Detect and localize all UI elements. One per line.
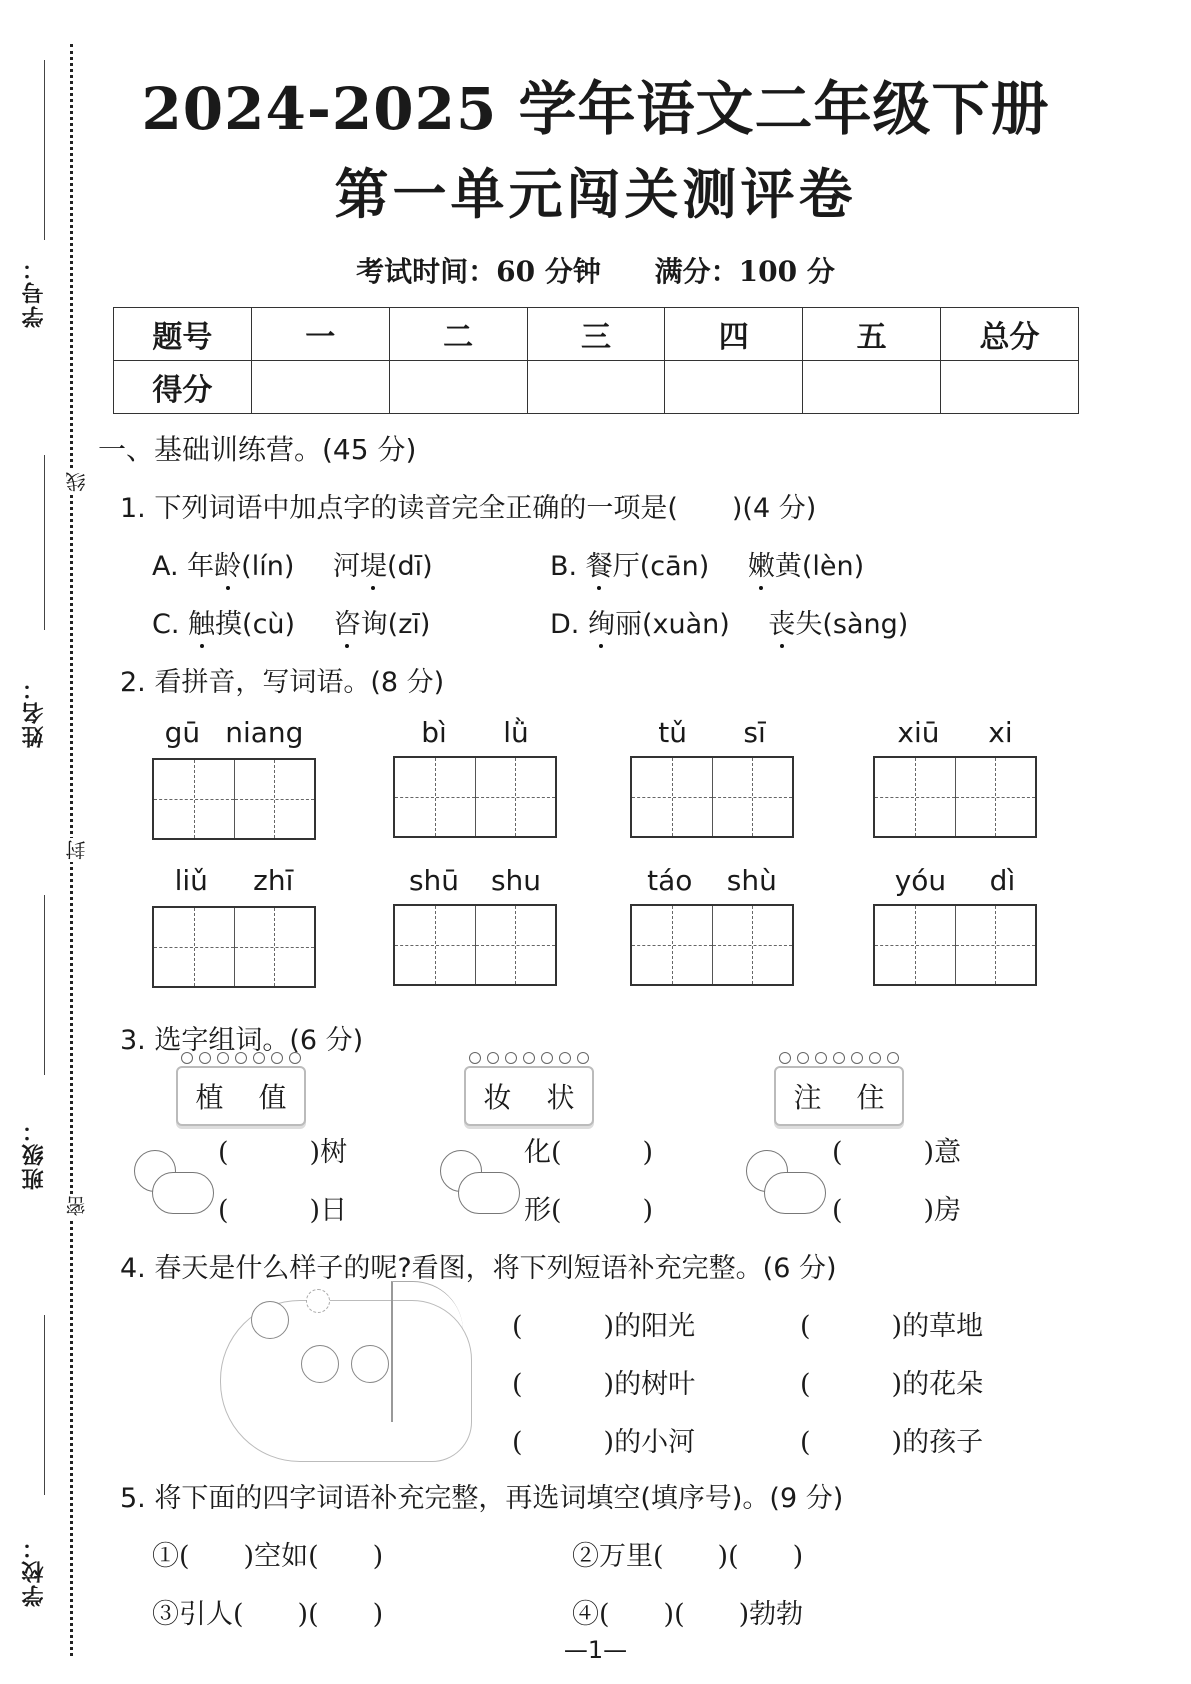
q1-option-c[interactable] <box>152 602 430 641</box>
student-id-label: 学号： <box>21 256 47 328</box>
tianzige-writing-box[interactable] <box>152 758 316 840</box>
pinyin-label: bì lǜ <box>421 716 529 749</box>
pinyin: (cān) <box>639 551 710 582</box>
fill-blank[interactable]: ①( )空如( ) <box>152 1541 384 1572</box>
q1-option-a[interactable] <box>152 544 433 583</box>
pinyin: (sàng) <box>822 609 909 640</box>
score-cell[interactable] <box>251 361 389 414</box>
seal-char-line: 线 <box>62 470 91 494</box>
fill-blank[interactable]: ( )房 <box>832 1195 962 1226</box>
dotted-char: 咨 <box>333 609 361 640</box>
sun-icon <box>306 1289 330 1313</box>
dotted-char: 龄 <box>214 551 242 582</box>
score-cell[interactable] <box>389 361 527 414</box>
pinyin-label: gū niang <box>164 716 304 749</box>
score-header-cell: 一 <box>251 308 389 361</box>
tianzige-writing-box[interactable] <box>630 904 794 986</box>
fill-blank[interactable]: ②万里( )( ) <box>572 1541 804 1572</box>
q3-stem: 3. 选字组词。(6 分) <box>120 1025 364 1056</box>
child-icon <box>301 1345 339 1383</box>
dotted-char: 餐 <box>585 551 613 582</box>
tianzige-writing-box[interactable] <box>873 756 1037 838</box>
willow-tree-icon <box>391 1281 463 1422</box>
fill-blank[interactable]: ( )日 <box>218 1195 348 1226</box>
page-number: —1— <box>563 1636 628 1664</box>
page-title: 2024-2025 学年语文二年级下册 <box>141 75 1050 143</box>
fill-blank[interactable]: ( )的花朵 <box>800 1369 984 1400</box>
fill-blank[interactable]: 形( ) <box>524 1195 654 1226</box>
q5-stem: 5. 将下面的四字词语补充完整，再选词填空(填序号)。(9 分) <box>120 1483 844 1514</box>
char-choice-card: 妆 状 <box>464 1066 594 1126</box>
pinyin-label: shū shu <box>408 864 542 897</box>
fill-blank[interactable]: ③引人( )( ) <box>152 1599 384 1630</box>
pinyin-label: táo shù <box>647 864 777 897</box>
q4-stem: 4. 春天是什么样子的呢?看图，将下列短语补充完整。(6 分) <box>120 1253 837 1284</box>
q1-stem: 1. 下列词语中加点字的读音完全正确的一项是( )(4 分) <box>120 493 817 524</box>
score-header-cell: 总分 <box>941 308 1079 361</box>
child-icon <box>351 1345 389 1383</box>
dotted-char: 嫩 <box>747 551 775 582</box>
tianzige-writing-box[interactable] <box>152 906 316 988</box>
pinyin: (dī) <box>386 551 433 582</box>
pinyin: (zī) <box>387 609 431 640</box>
score-header-cell: 五 <box>803 308 941 361</box>
fill-blank[interactable]: ( )的草地 <box>800 1311 984 1342</box>
option-char: 年 <box>187 551 215 582</box>
option-letter: A. <box>152 551 179 582</box>
class-blank[interactable] <box>44 895 45 1075</box>
score-header-cell: 四 <box>665 308 803 361</box>
pinyin-label: tǔ sī <box>658 716 766 749</box>
score-table <box>113 307 1079 414</box>
school-label: 学校： <box>21 1535 47 1607</box>
dotted-char: 堤 <box>359 551 387 582</box>
dotted-char: 触 <box>188 609 216 640</box>
school-blank[interactable] <box>44 1315 45 1495</box>
tianzige-writing-box[interactable] <box>873 904 1037 986</box>
score-cell[interactable] <box>803 361 941 414</box>
score-table-header-row <box>114 308 1079 361</box>
q1-option-d[interactable] <box>550 602 908 641</box>
name-label: 姓名： <box>21 676 47 748</box>
pinyin: (xuàn) <box>641 609 730 640</box>
fill-blank[interactable]: ( )意 <box>832 1137 962 1168</box>
fill-blank[interactable]: ④( )( )勃勃 <box>572 1599 804 1630</box>
option-char: 丽 <box>614 609 642 640</box>
fill-blank[interactable]: ( )的小河 <box>512 1427 696 1458</box>
option-char: 询 <box>360 609 388 640</box>
cloud-icon <box>458 1172 520 1214</box>
pinyin: (lèn) <box>801 551 865 582</box>
score-header-cell: 三 <box>527 308 665 361</box>
tianzige-writing-box[interactable] <box>393 904 557 986</box>
option-letter: B. <box>550 551 578 582</box>
option-char: 摸 <box>215 609 243 640</box>
cloud-icon <box>764 1172 826 1214</box>
score-cell[interactable] <box>665 361 803 414</box>
score-header-cell: 题号 <box>114 308 252 361</box>
child-icon <box>251 1301 289 1339</box>
q2-stem: 2. 看拼音，写词语。(8 分) <box>120 667 445 698</box>
spring-kids-illustration-icon <box>220 1300 472 1462</box>
dotted-char: 丧 <box>768 609 796 640</box>
score-table-score-row <box>114 361 1079 414</box>
seal-char-seal: 封 <box>62 838 91 862</box>
fill-blank[interactable]: ( )的树叶 <box>512 1369 696 1400</box>
cloud-icon <box>152 1172 214 1214</box>
page-subtitle: 第一单元闯关测评卷 <box>334 162 857 226</box>
pinyin-label: yóu dì <box>894 864 1016 897</box>
section-title: 一、基础训练营。(45 分) <box>98 433 417 466</box>
option-char: 失 <box>795 609 823 640</box>
pinyin: (cù) <box>242 609 296 640</box>
q1-option-b[interactable] <box>550 544 864 583</box>
option-char: 黄 <box>774 551 802 582</box>
score-row-label: 得分 <box>114 361 252 414</box>
option-char: 厅 <box>612 551 640 582</box>
score-header-cell: 二 <box>389 308 527 361</box>
full-score: 满分：100 分 <box>654 255 835 288</box>
tianzige-writing-box[interactable] <box>393 756 557 838</box>
score-cell[interactable] <box>941 361 1079 414</box>
exam-info <box>0 250 1191 290</box>
char-choice-card: 注 住 <box>774 1066 904 1126</box>
name-blank[interactable] <box>44 455 45 630</box>
fill-blank[interactable]: ( )的孩子 <box>800 1427 984 1458</box>
dotted-char: 绚 <box>587 609 615 640</box>
option-letter: C. <box>152 609 180 640</box>
pinyin-label: liǔ zhī <box>174 864 294 897</box>
class-label: 班级： <box>21 1118 47 1190</box>
char-choice-card: 植 值 <box>176 1066 306 1126</box>
tianzige-writing-box[interactable] <box>630 756 794 838</box>
score-cell[interactable] <box>527 361 665 414</box>
seal-char-secret: 密 <box>62 1194 91 1218</box>
option-char: 河 <box>332 551 360 582</box>
fill-blank[interactable]: ( )的阳光 <box>512 1311 696 1342</box>
pinyin: (lín) <box>241 551 295 582</box>
fill-blank[interactable]: 化( ) <box>524 1137 654 1168</box>
option-letter: D. <box>550 609 580 640</box>
exam-time: 考试时间：60 分钟 <box>356 255 601 288</box>
pinyin-label: xiū xi <box>897 716 1013 749</box>
fill-blank[interactable]: ( )树 <box>218 1137 348 1168</box>
